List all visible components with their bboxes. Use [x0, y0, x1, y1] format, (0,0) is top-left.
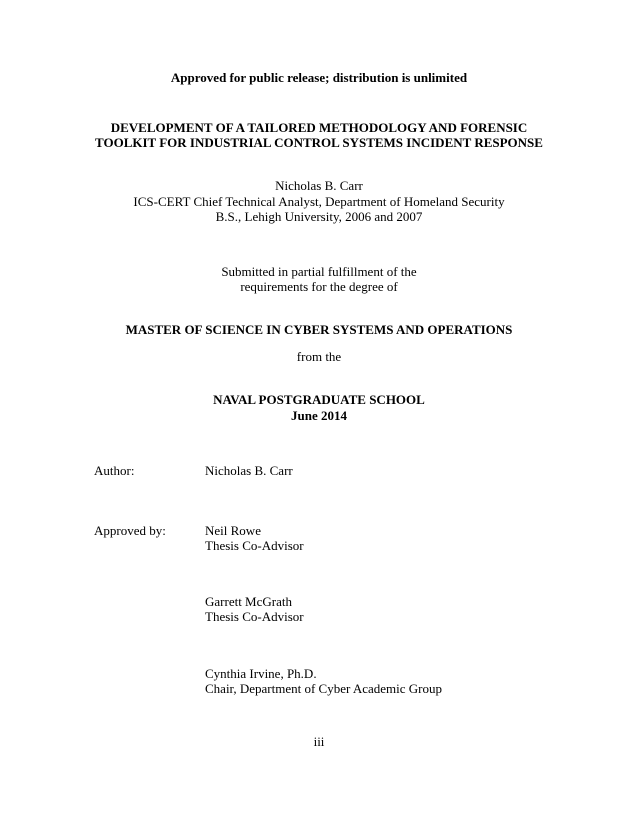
- degree-title: MASTER OF SCIENCE IN CYBER SYSTEMS AND OPERATIONS: [125, 322, 513, 337]
- approved-by-label: Approved by:: [94, 523, 166, 538]
- author-value: Nicholas B. Carr: [205, 463, 293, 478]
- author-position: ICS-CERT Chief Technical Analyst, Department of Homeland Security: [133, 194, 505, 209]
- title-line-2: TOOLKIT FOR INDUSTRIAL CONTROL SYSTEMS INCIDENT RESPONSE: [95, 135, 543, 150]
- thesis-date: June 2014: [291, 408, 347, 423]
- release-notice: Approved for public release; distribution is unlimited: [170, 70, 468, 85]
- author-education: B.S., Lehigh University, 2006 and 2007: [215, 209, 423, 224]
- approver-name: Neil Rowe: [205, 523, 261, 538]
- school-name: NAVAL POSTGRADUATE SCHOOL: [213, 392, 425, 407]
- approver-name: Cynthia Irvine, Ph.D.: [205, 666, 317, 681]
- approver-role: Thesis Co-Advisor: [205, 538, 304, 553]
- approver-role: Chair, Department of Cyber Academic Group: [205, 681, 443, 696]
- submission-line-1: Submitted in partial fulfillment of the: [221, 264, 417, 279]
- approver-role: Thesis Co-Advisor: [205, 609, 304, 624]
- title-line-1: DEVELOPMENT OF A TAILORED METHODOLOGY AND FORENSIC: [110, 120, 528, 135]
- from-the-text: from the: [296, 349, 342, 364]
- page-number: iii: [313, 734, 325, 749]
- author-name: Nicholas B. Carr: [275, 178, 363, 193]
- approver-name: Garrett McGrath: [205, 594, 292, 609]
- author-label: Author:: [94, 463, 135, 478]
- submission-line-2: requirements for the degree of: [240, 279, 398, 294]
